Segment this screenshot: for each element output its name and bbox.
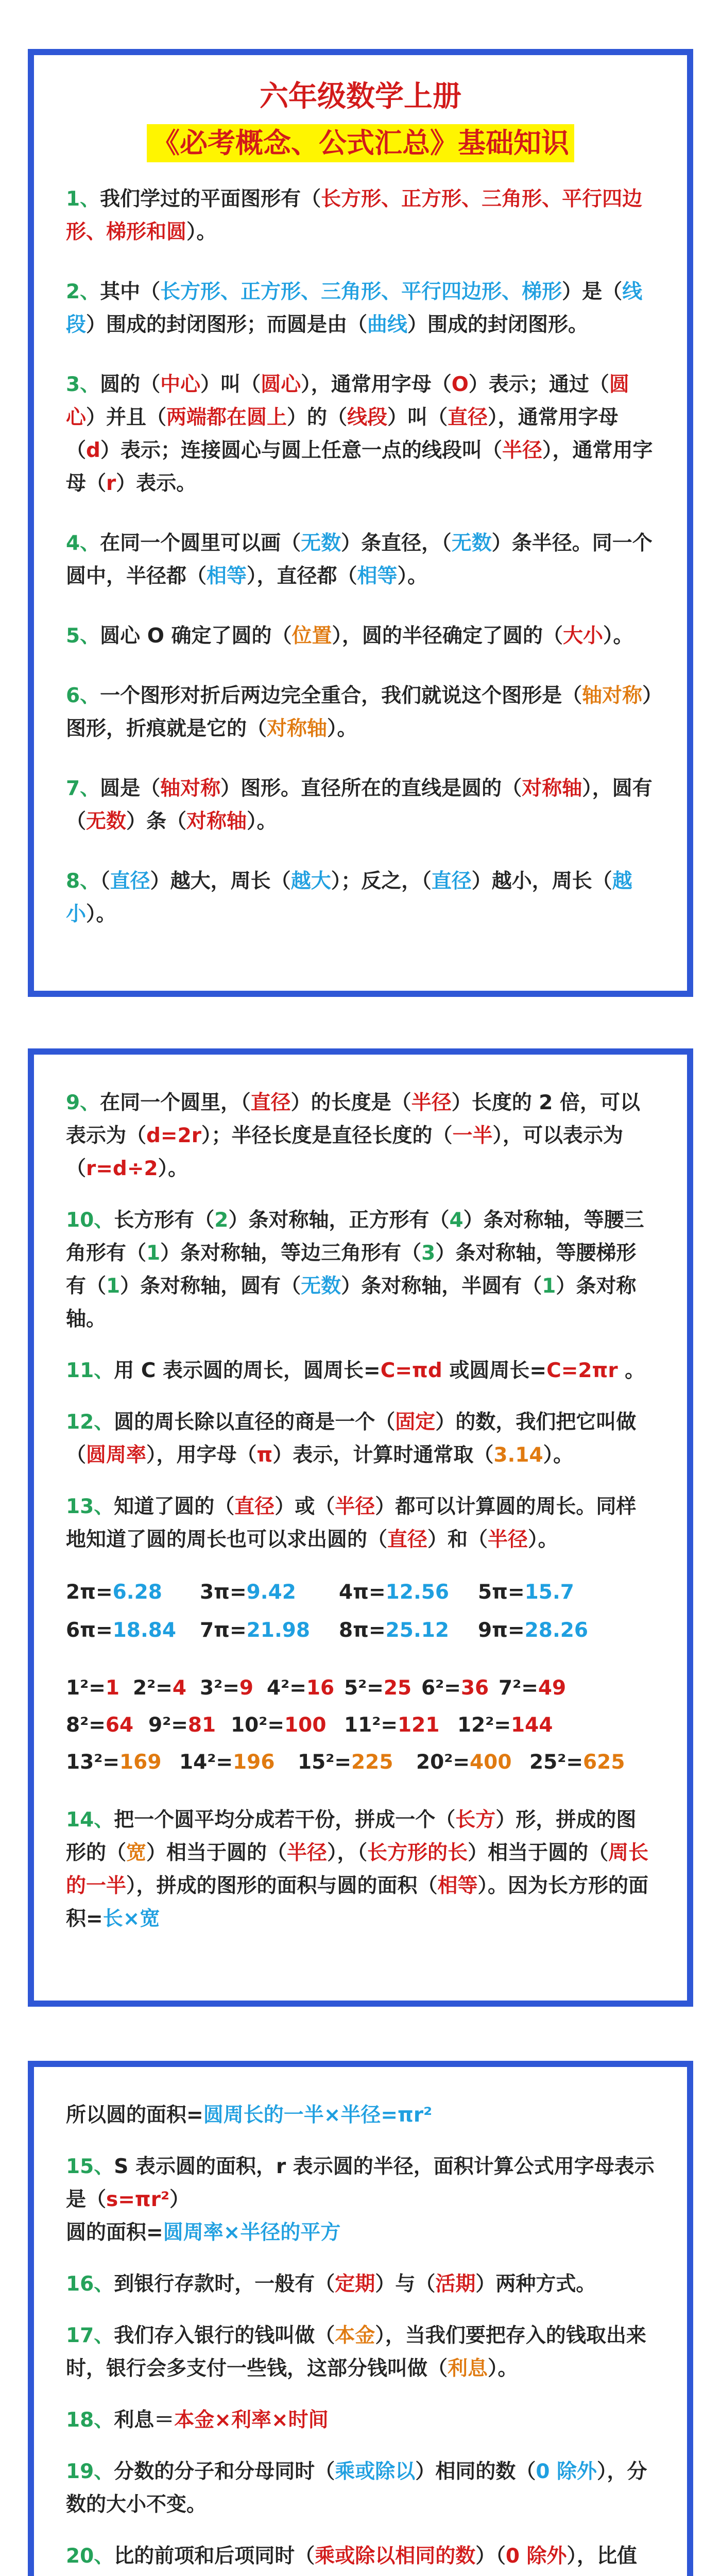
square-cell: 1²=1 [66,1676,120,1700]
square-cell: 4²=16 [267,1676,335,1700]
square-cell: 25²=625 [529,1751,625,1774]
point-20: 20、比的前项和后项同时（乘或除以相同的数）（0 除外），比值 [66,2545,638,2568]
square-cell: 8²=64 [66,1714,134,1737]
pi-cell: 3π=9.42 [200,1581,296,1604]
point-14: 14、把一个圆平均分成若干份，拼成一个（长方）形，拼成的图形的（宽）相当于圆的（半径），（长方形的长）相当于圆的（周长的一半），拼成的图形的面积与圆的面积（相等）。因为长方形的面积=长×宽 [66,1808,649,1930]
pi-cell: 6π=18.84 [66,1619,177,1642]
squares-row-2 [66,1709,655,1742]
square-cell: 7²=49 [499,1676,566,1700]
square-cell: 9²=81 [148,1714,216,1737]
square-cell: 6²=36 [421,1676,489,1700]
squares-row-3 [66,1746,655,1779]
point-9: 9、在同一个圆里，（直径）的长度是（半径）长度的 2 倍，可以表示为（d=2r）；半径长度是直径长度的（一半），可以表示为（r=d÷2）。 [66,1091,640,1180]
content-panel-3 [28,2061,693,2576]
content-panel-2 [28,1048,693,2007]
point-16: 16、到银行存款时，一般有（定期）与（活期）两种方式。 [66,2273,596,2296]
pi-cell: 5π=15.7 [478,1581,574,1604]
area-formula-line: 所以圆的面积=圆周长的一半×半径=πr² [66,2104,433,2127]
point-10: 10、长方形有（2）条对称轴，正方形有（4）条对称轴，等腰三角形有（1）条对称轴，等边三角形有（3）条对称轴，等腰梯形有（1）条对称轴，圆有（无数）条对称轴，半圆有（1）条对称轴。 [66,1209,644,1331]
point-13: 13、知道了圆的（直径）或（半径）都可以计算圆的周长。同样地知道了圆的周长也可以求出圆的（直径）和（半径）。 [66,1495,637,1551]
square-cell: 20²=400 [416,1751,512,1774]
square-cell: 2²=4 [133,1676,187,1700]
point-12: 12、圆的周长除以直径的商是一个（固定）的数，我们把它叫做（圆周率），用字母（π）表示，计算时通常取（3.14）。 [66,1411,637,1467]
point-4: 4、在同一个圆里可以画（无数）条直径，（无数）条半径。同一个圆中，半径都（相等），直径都（相等）。 [66,532,653,588]
pi-multiples-table [66,1576,655,1647]
pi-cell: 4π=12.56 [339,1581,450,1604]
point-6: 6、一个图形对折后两边完全重合，我们就说这个图形是（轴对称）图形，折痕就是它的（对称轴）。 [66,684,653,740]
page-subtitle: 《必考概念、公式汇总》基础知识 [147,124,574,162]
square-cell: 12²=144 [457,1714,553,1737]
square-cell: 10²=100 [231,1714,327,1737]
squares-row-1 [66,1672,655,1705]
point-19: 19、分数的分子和分母同时（乘或除以）相同的数（0 除外），分数的大小不变。 [66,2460,647,2516]
pi-cell: 7π=21.98 [200,1619,311,1642]
squares-table [66,1672,655,1779]
point-11: 11、用 C 表示圆的周长，圆周长=C=πd 或圆周长=C=2πr 。 [66,1359,645,1382]
square-cell: 11²=121 [344,1714,440,1737]
square-cell: 3²=9 [200,1676,254,1700]
point-2: 2、其中（长方形、正方形、三角形、平行四边形、梯形）是（线段）围成的封闭图形；而圆是由（曲线）围成的封闭图形。 [66,280,643,336]
page-title: 六年级数学上册 [260,80,461,113]
pi-cell: 8π=25.12 [339,1619,450,1642]
point-17: 17、我们存入银行的钱叫做（本金），当我们要把存入的钱取出来时，银行会多支付一些钱，这部分钱叫做（利息）。 [66,2324,646,2380]
point-3: 3、圆的（中心）叫（圆心），通常用字母（O）表示；通过（圆心）并且（两端都在圆上）的（线段）叫（直径），通常用字母（d）表示；连接圆心与圆上任意一点的线段叫（半径），通常用字母（r）表示。 [66,373,653,495]
point-5: 5、圆心 O 确定了圆的（位置），圆的半径确定了圆的（大小）。 [66,624,633,648]
square-cell: 14²=196 [179,1751,275,1774]
point-15: 15、S 表示圆的面积，r 表示圆的半径，面积计算公式用字母表示是（s=πr²） 圆的面积=圆周率×半径的平方 [66,2155,655,2244]
pi-row-1 [66,1576,655,1609]
pi-cell: 9π=28.26 [478,1619,589,1642]
content-panel-1 [28,49,693,997]
point-1: 1、我们学过的平面图形有（长方形、正方形、三角形、平行四边形、梯形和圆）。 [66,188,643,244]
pi-row-2 [66,1614,655,1647]
point-8: 8、（直径）越大，周长（越大）；反之，（直径）越小，周长（越小）。 [66,870,632,926]
square-cell: 5²=25 [344,1676,412,1700]
square-cell: 15²=225 [298,1751,393,1774]
point-7: 7、圆是（轴对称）图形。直径所在的直线是圆的（对称轴），圆有（无数）条（对称轴）。 [66,777,653,833]
pi-cell: 2π=6.28 [66,1581,162,1604]
point-18: 18、利息＝本金×利率×时间 [66,2409,329,2432]
square-cell: 13²=169 [66,1751,162,1774]
